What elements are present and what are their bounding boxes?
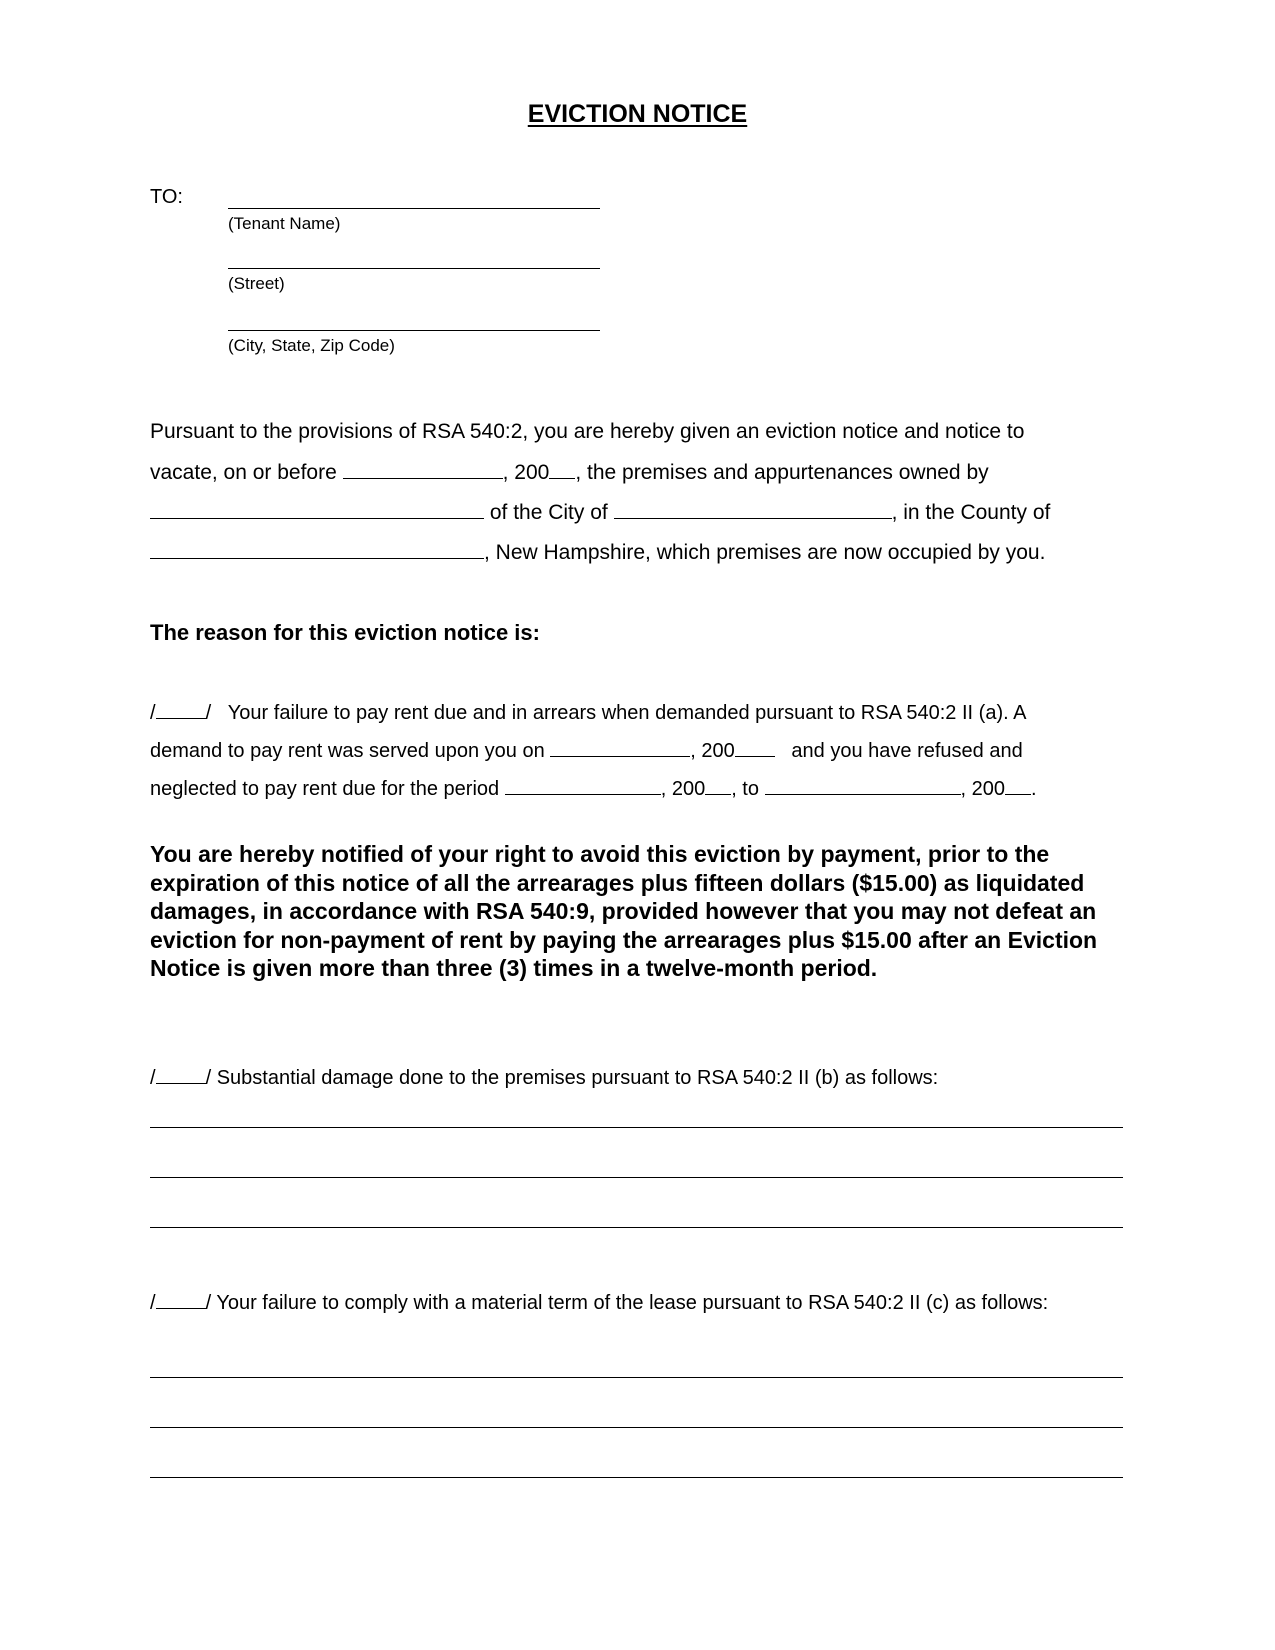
demand-year-field[interactable] (735, 738, 775, 757)
intro-text-3a: of the City of (489, 501, 608, 524)
intro-line-4 (150, 540, 1045, 565)
period-start-field[interactable] (505, 776, 661, 795)
option-a-text-3b: , 200 (660, 778, 706, 800)
to-label: TO: (150, 186, 183, 208)
county-field[interactable] (150, 540, 484, 559)
owner-field[interactable] (150, 500, 484, 519)
intro-text-1: Pursuant to the provisions of RSA 540:2, you are hereby given an eviction notice and notice to (150, 420, 1025, 443)
intro-text-2b: , 200 (502, 461, 550, 484)
intro-line-3 (150, 500, 1050, 525)
tenant-name-caption: (Tenant Name) (228, 214, 341, 233)
lease-line-2[interactable] (150, 1427, 1123, 1428)
intro-text-4: , New Hampshire, which premises are now occupied by you. (484, 541, 1046, 564)
option-c-text: Your failure to comply with a material term of the lease pursuant to RSA 540:2 II (c) as follows: (216, 1292, 1049, 1314)
option-b-line (150, 1065, 938, 1090)
option-a-line-2 (150, 738, 1023, 763)
city-field[interactable] (614, 500, 892, 519)
option-a-checkbox[interactable]: / / (150, 702, 212, 724)
option-a-text-2b: , 200 (690, 740, 735, 762)
damage-line-2[interactable] (150, 1177, 1123, 1178)
option-a-text-2a: demand to pay rent was served upon you on (150, 740, 545, 762)
option-b-checkbox[interactable]: / / (150, 1067, 212, 1089)
period-end-year-field[interactable] (1005, 776, 1031, 795)
damage-line-1[interactable] (150, 1127, 1123, 1128)
option-a-line-1 (150, 700, 1026, 725)
option-c-block (150, 1290, 1050, 1315)
intro-text-2a: vacate, on or before (150, 461, 337, 484)
street-caption: (Street) (228, 274, 285, 293)
document-title: EVICTION NOTICE (527, 100, 748, 128)
option-a-text-3a: neglected to pay rent due for the period (150, 778, 500, 800)
intro-text-2c: , the premises and appurtenances owned by (575, 461, 989, 484)
lease-line-1[interactable] (150, 1377, 1123, 1378)
option-c-checkbox[interactable]: / / (150, 1292, 212, 1314)
lease-line-3[interactable] (150, 1477, 1123, 1478)
option-a-line-3 (150, 776, 1037, 801)
intro-line-1 (150, 420, 1024, 444)
demand-date-field[interactable] (550, 738, 690, 757)
damage-line-3[interactable] (150, 1227, 1123, 1228)
period-start-year-field[interactable] (705, 776, 731, 795)
city-state-zip-field[interactable] (228, 330, 600, 331)
city-state-zip-caption: (City, State, Zip Code) (228, 336, 395, 355)
option-a-text-3d: , 200 (960, 778, 1006, 800)
option-a-text-3c: , to (731, 778, 759, 800)
reason-heading: The reason for this eviction notice is: (150, 620, 540, 645)
period-end-field[interactable] (765, 776, 961, 795)
street-field[interactable] (228, 268, 600, 269)
option-a-text-2c: and you have refused and (791, 740, 1023, 762)
tenant-name-field[interactable] (228, 208, 600, 209)
payment-right-notice: You are hereby notified of your right to avoid this eviction by payment, prior to the expiration of this notice of all the arrearages plus fifteen dollars ($15.00) as liquidated damages, in accordance with RSA 540:9, provided however that you may not defeat an eviction for non-payment of rent by paying the arrearages plus $15.00 after an Eviction Notice is given more than three (3) times in a twelve-month period. (150, 841, 1098, 981)
option-a-text-3e: . (1031, 778, 1037, 800)
vacate-date-field[interactable] (343, 460, 503, 479)
intro-line-2 (150, 460, 989, 485)
vacate-year-field[interactable] (549, 460, 575, 479)
option-b-text: Substantial damage done to the premises pursuant to RSA 540:2 II (b) as follows: (216, 1067, 939, 1089)
option-a-text: Your failure to pay rent due and in arrears when demanded pursuant to RSA 540:2 II (a). A (227, 702, 1027, 724)
intro-text-3b: , in the County of (891, 501, 1051, 524)
